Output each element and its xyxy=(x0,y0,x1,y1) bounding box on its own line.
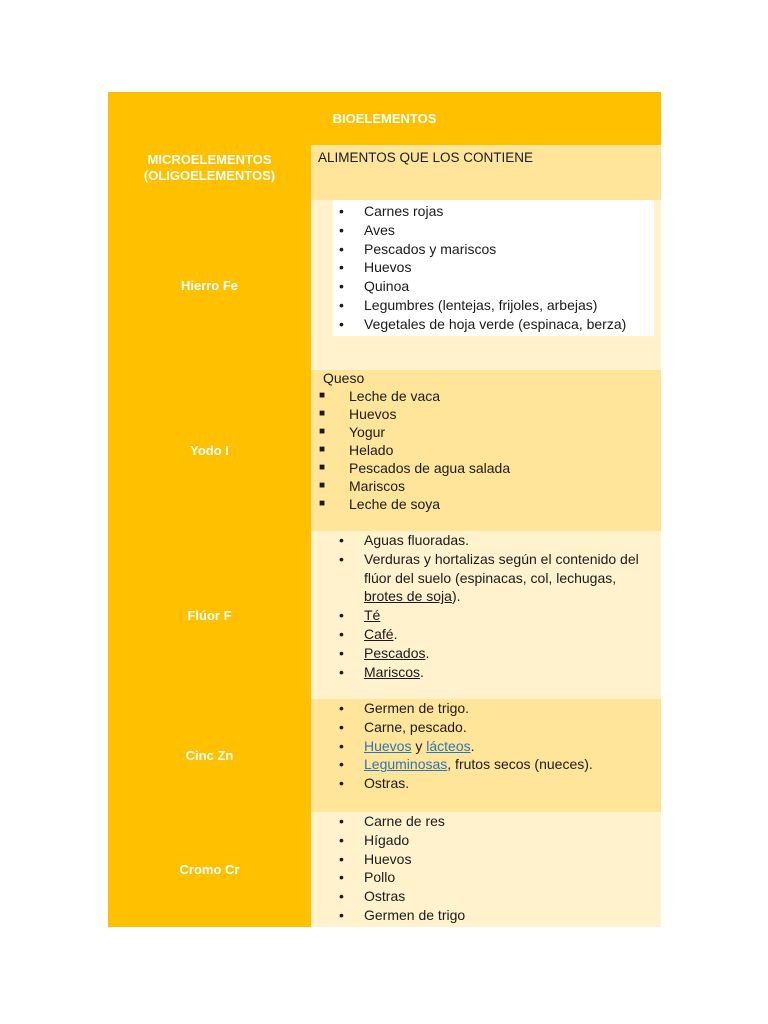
list-item: • Aguas fluoradas. xyxy=(311,531,661,550)
list-item: • Ostras xyxy=(311,887,661,906)
list-item: • Carnes rojas xyxy=(333,202,654,221)
foods-hierro-box xyxy=(333,200,654,336)
element-cromo: Cromo Cr xyxy=(108,812,311,927)
table-row xyxy=(108,699,661,812)
list-item: ■ Helado xyxy=(311,441,661,459)
mariscos-link[interactable]: Mariscos xyxy=(364,663,421,680)
list-item: • Ostras. xyxy=(311,774,661,793)
element-hierro: Hierro Fe xyxy=(108,200,311,370)
foods-list xyxy=(333,202,654,334)
header-microelementos: MICROELEMENTOS (OLIGOELEMENTOS) xyxy=(108,145,311,200)
list-item xyxy=(311,606,661,625)
item-text: ). xyxy=(451,588,461,605)
item-text: , frutos secos (nueces). xyxy=(447,756,593,773)
leguminosas-link[interactable]: Leguminosas xyxy=(364,756,448,773)
list-item: ■ Pescados de agua salada xyxy=(311,459,661,477)
foods-yodo xyxy=(311,370,661,531)
foods-intro: Queso xyxy=(323,370,365,386)
header-alimentos: ALIMENTOS QUE LOS CONTIENE xyxy=(311,145,661,200)
list-item: • Huevos xyxy=(333,258,654,277)
list-item: • Pollo xyxy=(311,868,661,887)
item-text: . xyxy=(420,663,424,680)
list-item: ■ Huevos xyxy=(311,405,661,423)
list-item: ■ Mariscos xyxy=(311,477,661,495)
list-item: • Germen de trigo xyxy=(311,906,661,925)
list-item: • Carne de res xyxy=(311,812,661,831)
list-item xyxy=(311,550,661,606)
list-item: • Carne, pescado. xyxy=(311,718,661,737)
brotes-de-soja-link[interactable]: brotes de soja xyxy=(364,588,452,605)
list-item: • Huevos xyxy=(311,850,661,869)
element-fluor: Flúor F xyxy=(108,531,311,699)
element-cinc: Cinc Zn xyxy=(108,699,311,812)
list-item xyxy=(311,755,661,774)
foods-hierro xyxy=(311,200,661,370)
foods-list xyxy=(311,387,661,513)
list-item: ■ Leche de vaca xyxy=(311,387,661,405)
list-item: • Vegetales de hoja verde (espinaca, berza) xyxy=(333,315,654,334)
table-row xyxy=(108,200,661,370)
huevos-link[interactable]: Huevos xyxy=(364,737,412,754)
lacteos-link[interactable]: lácteos xyxy=(426,737,471,754)
foods-cromo xyxy=(311,812,661,927)
list-item: • Pescados y mariscos xyxy=(333,240,654,259)
foods-list xyxy=(311,699,661,793)
element-yodo: Yodo I xyxy=(108,370,311,531)
te-link[interactable]: Té xyxy=(364,607,381,624)
pescados-link[interactable]: Pescados xyxy=(364,644,426,661)
list-item xyxy=(311,737,661,756)
item-text: y xyxy=(411,737,427,754)
list-item xyxy=(311,644,661,663)
list-item: • Quinoa xyxy=(333,277,654,296)
foods-list xyxy=(311,531,661,681)
item-text: . xyxy=(393,625,398,642)
table-row xyxy=(108,370,661,531)
item-text: Verduras y hortalizas según el contenido del flúor del suelo (espinacas, col, lechugas, xyxy=(364,550,639,586)
list-item: ■ Yogur xyxy=(311,423,661,441)
header-row xyxy=(108,145,661,200)
foods-fluor xyxy=(311,531,661,699)
item-text: . xyxy=(470,737,475,754)
list-item: • Hígado xyxy=(311,831,661,850)
list-item xyxy=(311,663,661,682)
cafe-link[interactable]: Café xyxy=(364,625,394,642)
item-text: . xyxy=(425,644,430,661)
table-title: BIOELEMENTOS xyxy=(108,92,661,145)
list-item: ■ Leche de soya xyxy=(311,495,661,513)
list-item: • Germen de trigo. xyxy=(311,699,661,718)
bioelementos-table xyxy=(108,92,661,927)
list-item: • Aves xyxy=(333,221,654,240)
foods-list xyxy=(311,812,661,925)
foods-cinc xyxy=(311,699,661,812)
list-item xyxy=(311,625,661,644)
table-row xyxy=(108,812,661,927)
table-row xyxy=(108,531,661,699)
list-item: • Legumbres (lentejas, frijoles, arbejas) xyxy=(333,296,654,315)
